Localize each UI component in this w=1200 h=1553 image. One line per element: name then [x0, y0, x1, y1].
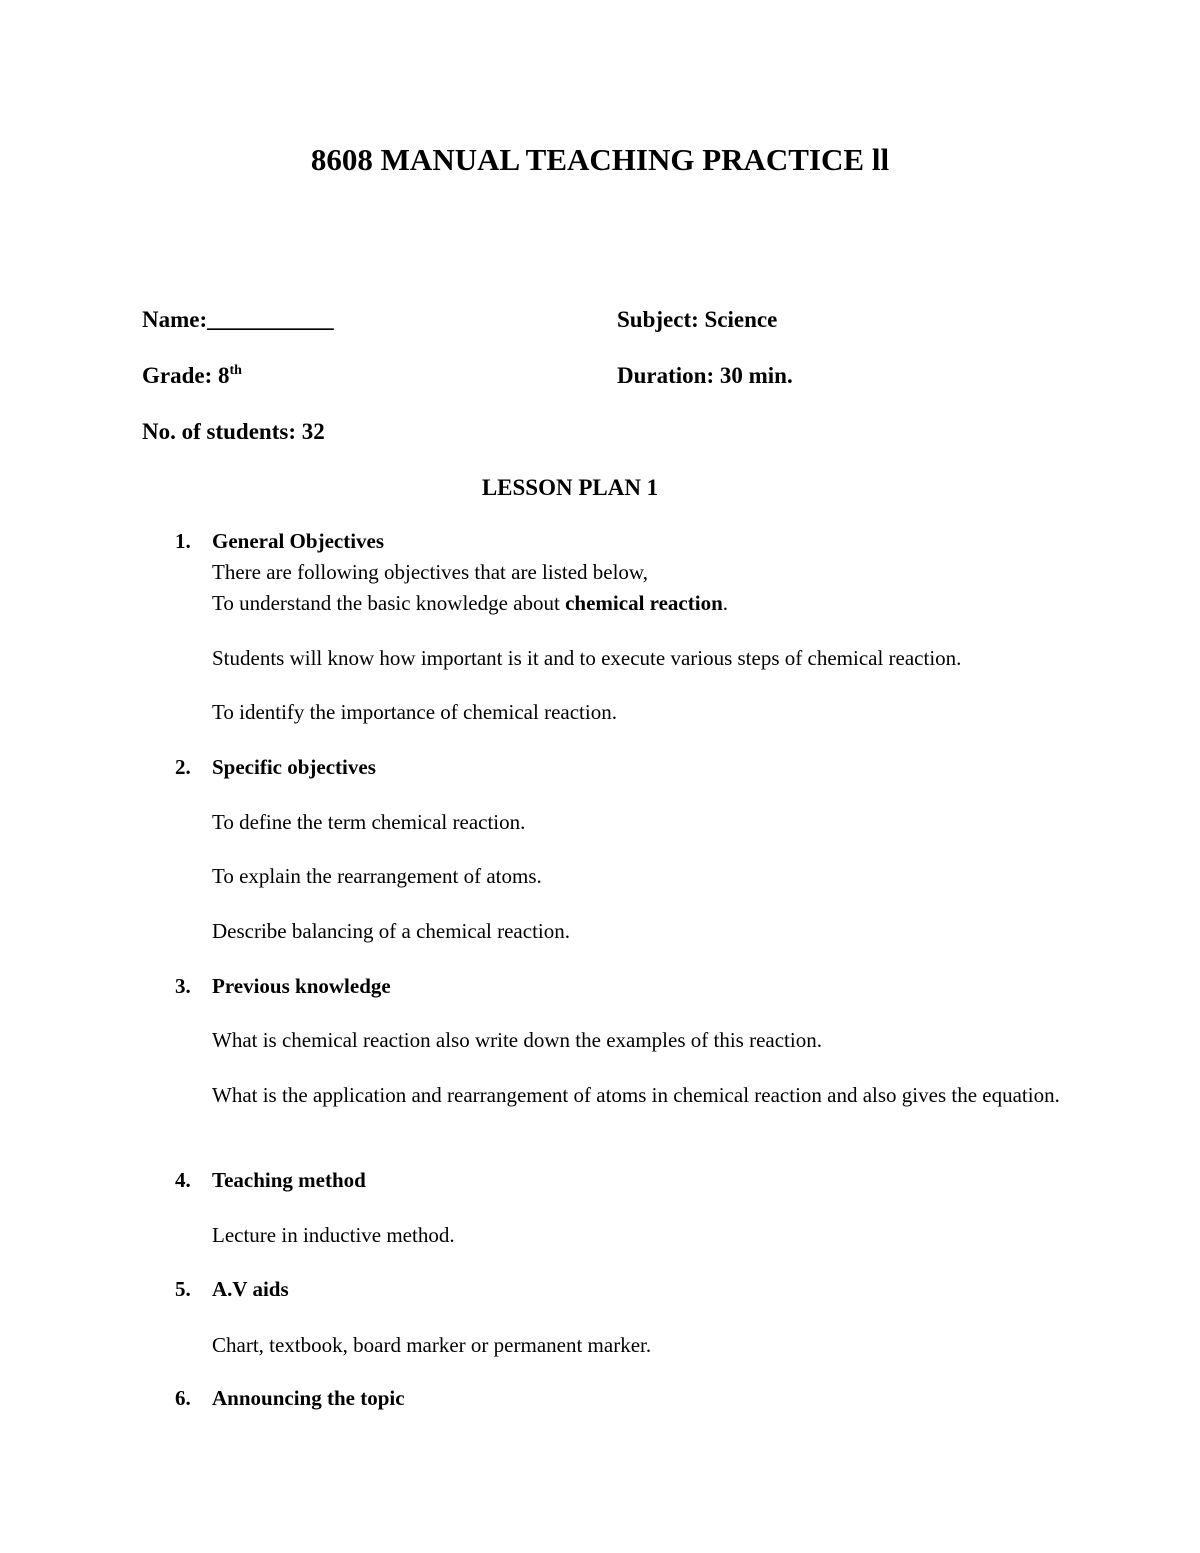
section-3-number: 3. — [175, 974, 191, 998]
section-1-line-2-end: . — [722, 591, 729, 615]
section-2-line-1: To define the term chemical reaction. — [212, 810, 526, 834]
section-2-line-3: Describe balancing of a chemical reaction. — [212, 919, 570, 943]
section-6-number: 6. — [175, 1386, 191, 1410]
section-5-number: 5. — [175, 1277, 191, 1301]
section-5-line-1: Chart, textbook, board marker or permanent marker. — [212, 1333, 652, 1357]
section-1-line-2-text: To understand the basic knowledge about — [212, 591, 566, 615]
section-5-heading: A.V aids — [212, 1277, 289, 1301]
section-1-number: 1. — [175, 529, 191, 553]
name-field: Name:___________ — [142, 307, 334, 332]
section-1-line-4: To identify the importance of chemical reaction. — [212, 700, 617, 724]
grade-superscript: th — [229, 363, 242, 378]
subject-field: Subject: Science — [617, 307, 778, 332]
lesson-plan-title: LESSON PLAN 1 — [481, 475, 659, 500]
section-4-number: 4. — [175, 1168, 191, 1192]
section-6-heading: Announcing the topic — [212, 1386, 405, 1410]
section-1-line-2 — [212, 588, 728, 619]
section-1-line-2-bold: chemical reaction — [565, 591, 723, 615]
section-3-line-2: What is the application and rearrangement of atoms in chemical reaction and also gives the equation. — [212, 1083, 1060, 1107]
section-1-line-1: There are following objectives that are listed below, — [212, 560, 648, 584]
section-1-line-3: Students will know how important is it and to execute various steps of chemical reaction. — [212, 646, 962, 670]
section-4-heading: Teaching method — [212, 1168, 366, 1192]
section-1-heading: General Objectives — [212, 529, 385, 553]
section-2-number: 2. — [175, 755, 191, 779]
section-2-line-2: To explain the rearrangement of atoms. — [212, 864, 542, 888]
section-2-heading: Specific objectives — [212, 755, 376, 779]
section-3-heading: Previous knowledge — [212, 974, 391, 998]
grade-field — [142, 361, 242, 391]
section-4-line-1: Lecture in inductive method. — [212, 1223, 455, 1247]
duration-field: Duration: 30 min. — [617, 363, 793, 388]
grade-label: Grade: 8 — [142, 363, 230, 388]
students-field: No. of students: 32 — [142, 419, 325, 444]
section-3-line-1: What is chemical reaction also write down the examples of this reaction. — [212, 1028, 822, 1052]
document-title: 8608 MANUAL TEACHING PRACTICE ll — [310, 142, 890, 177]
